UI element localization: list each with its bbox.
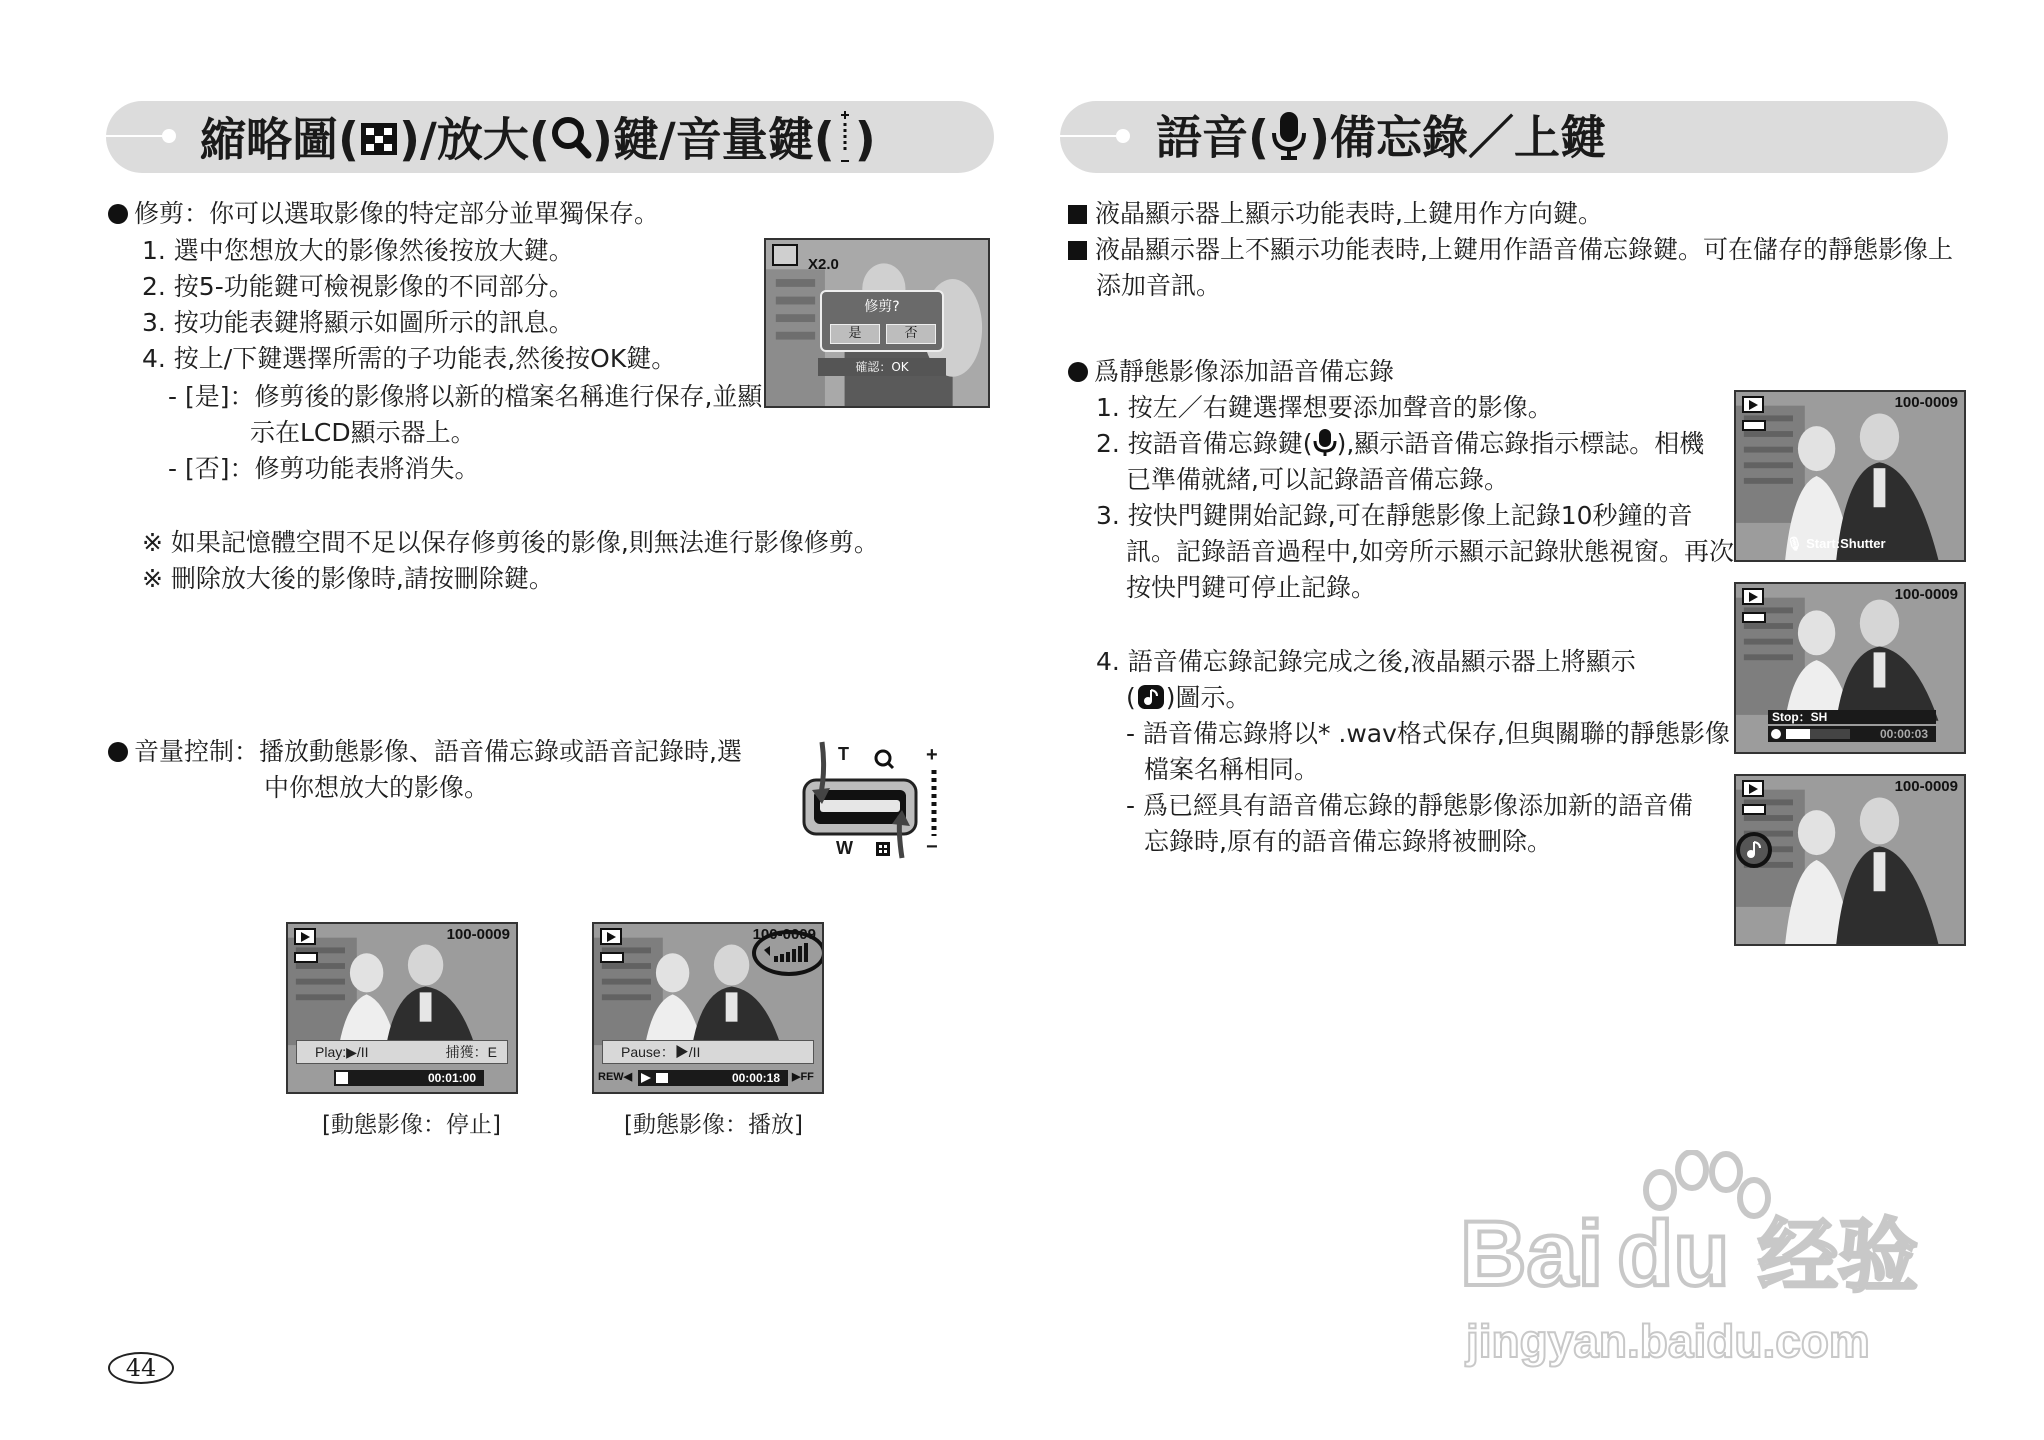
playback-mode-icon	[1742, 780, 1764, 797]
progress-stop-icon	[336, 1072, 348, 1084]
memo-done-screen	[1734, 774, 1966, 946]
volume-line-2: 中你想放大的影像。	[264, 773, 490, 802]
wedding-photo	[1736, 776, 1964, 944]
header-decoration-line	[106, 135, 168, 137]
volume-line-1: 音量控制：播放動態影像、語音備忘錄或語音記錄時,選	[108, 734, 742, 770]
movie-time: 00:00:18	[731, 1071, 780, 1085]
memo-step-3: 3. 按快門鍵開始記錄,可在靜態影像上記錄10秒鐘的音	[1096, 501, 1693, 530]
trim-note-2: ※ 刪除放大後的影像時,請按刪除鍵。	[142, 564, 554, 593]
memo-stop-label: Stop：SH	[1772, 710, 1828, 724]
file-number: 100-0009	[1894, 394, 1958, 411]
header-decoration-dot	[162, 129, 176, 143]
movie-progress-bar	[638, 1070, 788, 1086]
battery-icon	[1742, 804, 1766, 815]
microphone-icon	[1313, 427, 1337, 467]
intro-line-3: 添加音訊。	[1096, 271, 1222, 300]
memo-progress-track	[1810, 729, 1850, 739]
bullet-icon	[108, 742, 128, 762]
volume-highlight-ring	[752, 930, 824, 976]
movie-status-left: Pause：▶/II	[621, 1044, 701, 1060]
memo-step-3-cont-1: 訊。記錄語音過程中,如旁所示顯示記錄狀態視窗。再次	[1126, 537, 1734, 566]
memo-note-1-line-1: - 語音備忘錄將以* .wav格式保存,但與關聯的靜態影像	[1126, 719, 1730, 748]
memo-step-3-cont-2: 按快門鍵可停止記錄。	[1126, 573, 1377, 602]
trim-no-button[interactable]: 否	[886, 324, 936, 344]
memo-note-2-line-2: 忘錄時,原有的語音備忘錄將被刪除。	[1144, 827, 1552, 856]
wedding-photo	[1736, 392, 1964, 560]
lever-plus-label: +	[926, 744, 938, 766]
battery-icon	[1742, 420, 1766, 431]
progress-fill	[656, 1073, 668, 1083]
trim-dialog	[820, 290, 944, 352]
memo-step-2: 2. 按語音備忘錄鍵( ),顯示語音備忘錄指示標誌。相機	[1096, 426, 1704, 467]
lever-minus-label: −	[926, 836, 938, 858]
magnifier-icon	[550, 115, 592, 171]
bullet-square-icon	[1068, 205, 1087, 224]
movie-status-bar	[602, 1040, 814, 1064]
file-number: 100-0009	[446, 926, 510, 943]
trim-dialog-title: 修剪?	[864, 299, 900, 315]
movie-status-right: 捕獲：E	[445, 1044, 497, 1060]
intro-line-2: 液晶顯示器上不顯示功能表時,上鍵用作語音備忘錄鍵。可在儲存的靜態影像上	[1068, 232, 1953, 268]
memo-progress-bar	[1768, 726, 1936, 742]
trim-frame-icon	[772, 244, 798, 266]
zoom-lever-illustration	[800, 732, 950, 862]
movie-play-screen	[592, 922, 824, 1094]
movie-time: 00:01:00	[427, 1071, 476, 1085]
playback-mode-icon	[1742, 396, 1764, 413]
file-number: 100-0009	[1894, 586, 1958, 603]
lever-tele-label: T	[838, 744, 849, 764]
trim-zoom-level: X2.0	[808, 256, 839, 273]
watermark-brand: Bai du	[1460, 1203, 1730, 1305]
left-header-title: 縮略圖( )/放大( )鍵/音量鍵( )	[200, 109, 876, 177]
movie-play-caption: [動態影像：播放]	[624, 1112, 803, 1138]
file-number: 100-0009	[1894, 778, 1958, 795]
right-header-bar	[1060, 101, 1948, 173]
battery-icon	[1742, 612, 1766, 623]
bullet-icon	[108, 204, 128, 224]
memo-progress-fill	[1786, 729, 1810, 739]
playback-mode-icon	[1742, 588, 1764, 605]
memo-note-2-line-1: - 爲已經具有語音備忘錄的靜態影像添加新的語音備	[1126, 791, 1693, 820]
trim-note-1: ※ 如果記憶體空間不足以保存修剪後的影像,則無法進行影像修剪。	[142, 528, 879, 557]
left-header-bar	[106, 101, 994, 173]
volume-scale-icon	[835, 109, 855, 177]
trim-confirm-bar	[818, 358, 946, 376]
movie-stop-caption: [動態影像：停止]	[322, 1112, 501, 1138]
playback-mode-icon	[294, 928, 316, 945]
trim-yes-button[interactable]: 是	[830, 324, 880, 344]
memo-start-screen	[1734, 390, 1966, 562]
memo-step-2-cont: 已準備就緒,可以記錄語音備忘錄。	[1126, 465, 1509, 494]
progress-play-icon	[641, 1073, 651, 1083]
battery-icon	[294, 952, 318, 963]
rew-label: REW◀	[598, 1071, 633, 1083]
trim-confirm-text: 確認：OK	[855, 360, 909, 374]
battery-icon	[600, 952, 624, 963]
memo-time: 00:00:03	[1879, 727, 1928, 741]
trim-title: 修剪：你可以選取影像的特定部分並單獨保存。	[108, 196, 659, 232]
memo-section-title: 爲靜態影像添加語音備忘錄	[1068, 354, 1394, 390]
lever-wide-label: W	[836, 838, 853, 858]
record-dot-icon	[1771, 729, 1781, 739]
header-decoration-dot	[1116, 129, 1130, 143]
movie-stop-screen	[286, 922, 518, 1094]
memo-step-4-cont: ( )圖示。	[1126, 680, 1251, 721]
trim-yes-line-1: - [是]：修剪後的影像將以新的檔案名稱進行保存,並顯	[168, 382, 763, 411]
small-mic-icon: 🎙	[1786, 536, 1803, 551]
playback-mode-icon	[600, 928, 622, 945]
page-number: 44	[108, 1352, 174, 1384]
watermark-cn: 经验	[1758, 1210, 1918, 1303]
movie-status-bar	[296, 1040, 508, 1064]
trim-step-3: 3. 按功能表鍵將顯示如圖所示的訊息。	[142, 308, 574, 337]
right-header-title: 語音( )備忘錄／上鍵	[1156, 109, 1606, 173]
trim-no-line: - [否]：修剪功能表將消失。	[168, 454, 480, 483]
memo-step-1: 1. 按左／右鍵選擇想要添加聲音的影像。	[1096, 393, 1553, 422]
memo-step-4: 4. 語音備忘錄記錄完成之後,液晶顯示器上將顯示	[1096, 647, 1636, 676]
trim-step-4: 4. 按上/下鍵選擇所需的子功能表,然後按OK鍵。	[142, 344, 677, 373]
thumbnail-icon	[359, 115, 399, 171]
voice-memo-indicator-icon	[1736, 832, 1772, 868]
wedding-photo	[288, 924, 516, 1092]
bullet-square-icon	[1068, 241, 1087, 260]
intro-line-1: 液晶顯示器上顯示功能表時,上鍵用作方向鍵。	[1068, 196, 1603, 232]
memo-recording-screen	[1734, 582, 1966, 754]
memo-start-status: 🎙 Start:Shutter	[1786, 536, 1886, 551]
movie-progress-bar	[334, 1070, 484, 1086]
memo-note-1-line-2: 檔案名稱相同。	[1144, 755, 1320, 784]
bullet-icon	[1068, 362, 1088, 382]
watermark-url: jingyan.baidu.com	[1466, 1315, 1870, 1367]
trim-yes-line-2: 示在LCD顯示器上。	[250, 418, 476, 447]
file-number: 100-0009	[752, 926, 816, 943]
baidu-watermark	[1452, 1150, 1942, 1380]
trim-screen	[764, 238, 990, 408]
memo-stop-bar	[1768, 710, 1936, 724]
movie-status-left: Play:▶/II	[315, 1044, 369, 1060]
ff-label: ▶FF	[792, 1071, 814, 1083]
trim-step-1: 1. 選中您想放大的影像然後按放大鍵。	[142, 236, 574, 265]
microphone-icon	[1269, 109, 1309, 173]
trim-step-2: 2. 按5-功能鍵可檢視影像的不同部分。	[142, 272, 574, 301]
header-decoration-line	[1060, 135, 1122, 137]
